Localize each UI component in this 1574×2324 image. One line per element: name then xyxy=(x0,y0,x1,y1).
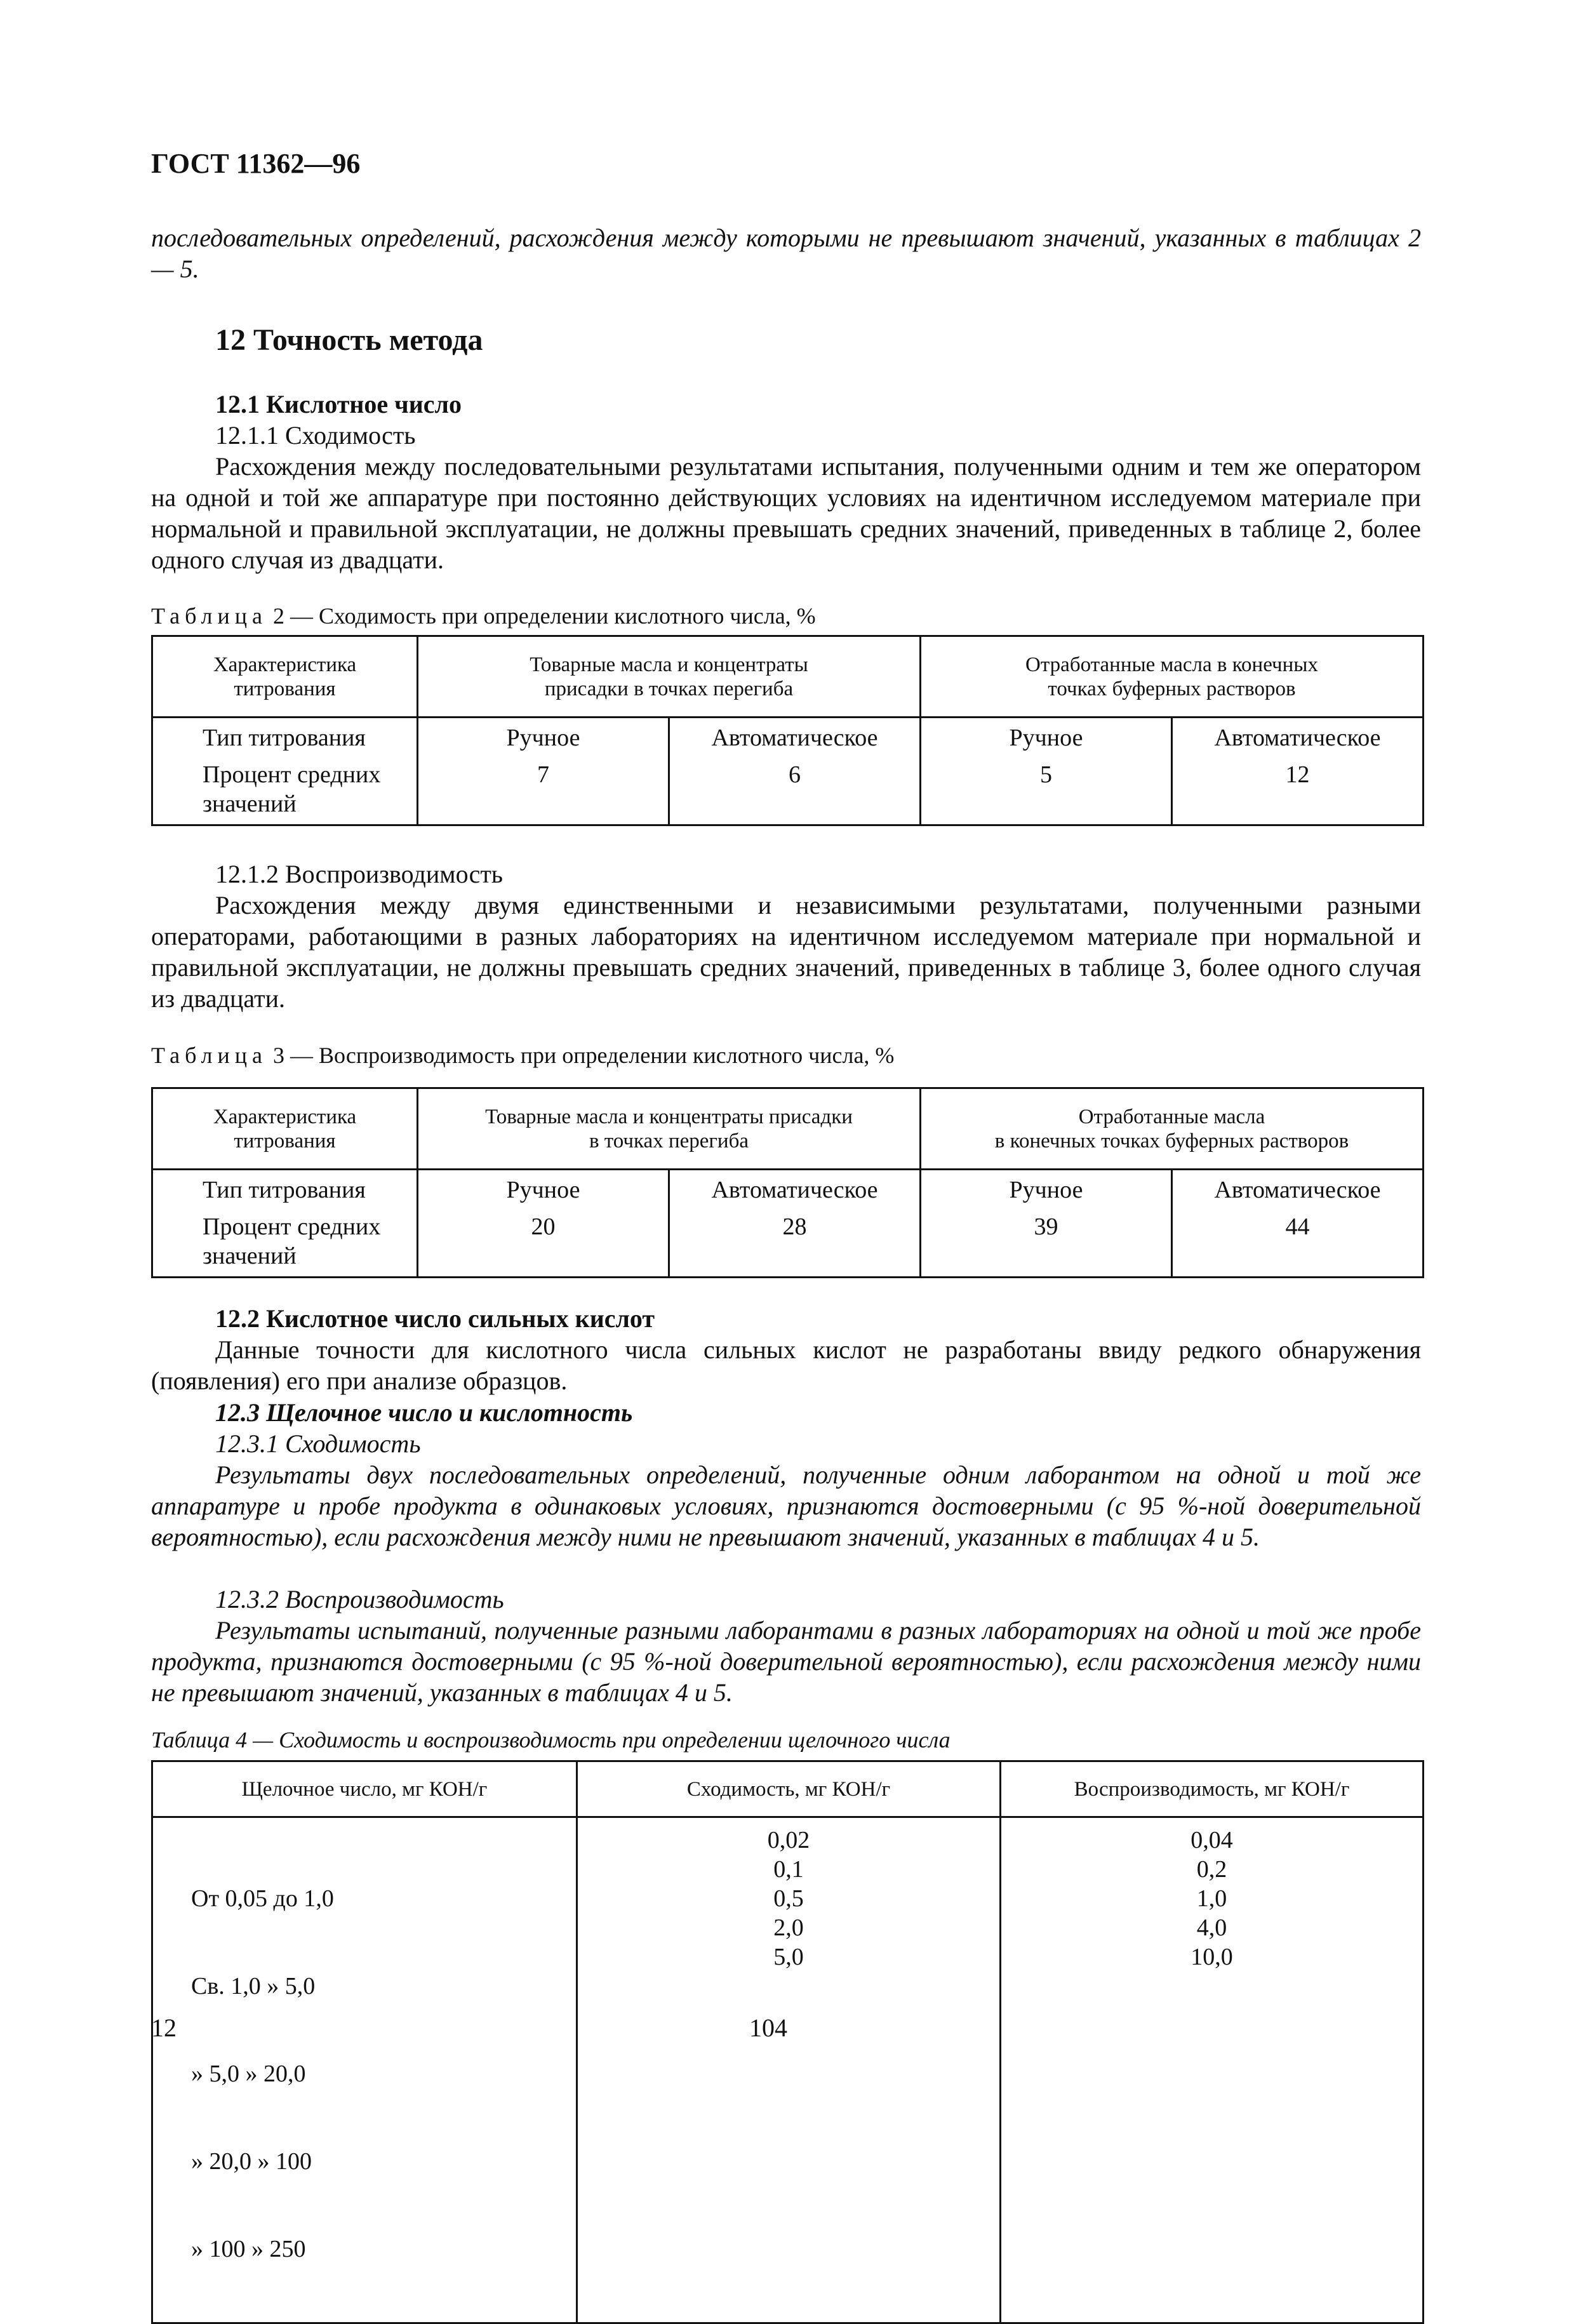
table2 xyxy=(151,635,1424,826)
intro-paragraph: последовательных определений, расхождения между которыми не превышают значений, указанных в таблицах 2 — 5. xyxy=(151,224,1421,283)
table3-cell: 20 xyxy=(418,1212,669,1277)
table4-value: 5,0 xyxy=(773,1944,804,1970)
table3-header-group1: Товарные масла и концентраты присадки в точках перегиба xyxy=(418,1088,921,1170)
table4-value: 1,0 xyxy=(1196,1885,1227,1912)
table2-cell: 6 xyxy=(669,760,921,825)
table2-cell: 5 xyxy=(921,760,1172,825)
table2-row-percent-label: Процент средних значений xyxy=(152,760,418,825)
section-12-3-title: 12.3 Щелочное число и кислотность xyxy=(215,1398,633,1427)
table3-row-type-label: Тип титрования xyxy=(152,1175,418,1212)
table2-caption-word: Таблица xyxy=(151,603,267,629)
table2-header-group1: Товарные масла и концентраты присадки в точках перегиба xyxy=(418,636,921,718)
table3-cell: 44 xyxy=(1172,1212,1424,1277)
table4-value: 4,0 xyxy=(1196,1914,1227,1941)
table3-header-characteristic: Характеристика титрования xyxy=(152,1088,418,1170)
table3-header-group2: Отработанные масла в конечных точках буферных растворов xyxy=(921,1088,1424,1170)
table4-value: 0,04 xyxy=(1191,1827,1233,1853)
section-12-3-2-title: 12.3.2 Воспроизводимость xyxy=(215,1585,504,1613)
table4-header-reproducibility: Воспроизводимость, мг КОН/г xyxy=(1001,1761,1424,1817)
document-code: ГОСТ 11362—96 xyxy=(151,148,361,179)
page-number-left: 12 xyxy=(151,2013,177,2042)
table4-value: 0,02 xyxy=(767,1827,810,1853)
table4-header-alkaline-number: Щелочное число, мг КОН/г xyxy=(152,1761,577,1817)
table4-value: 0,1 xyxy=(773,1856,804,1883)
table4-ranges-column xyxy=(152,1817,577,2323)
table4-range: » 100 » 250 xyxy=(191,2236,306,2262)
table4-range: » 20,0 » 100 xyxy=(191,2148,312,2175)
section-12-1-2-text: Расхождения между двумя единственными и независимыми результатами, полученными разными операторами, работающими в разных лабораториях на идентичном исследуемом материале при нормальной и правильной эксплуатации, не должны превышать средних значений, приведенных в таблице 3, более одного случая из двадцати. xyxy=(151,891,1421,1013)
table3-cell: 39 xyxy=(921,1212,1172,1277)
table3-cell: 28 xyxy=(669,1212,921,1277)
table3-caption-word: Таблица xyxy=(151,1043,267,1068)
table4-reproducibility-column xyxy=(1001,1817,1424,2323)
table2-cell: 12 xyxy=(1172,760,1424,825)
table4-range: Св. 1,0 » 5,0 xyxy=(191,1973,316,2000)
section-12-title: 12 Точность метода xyxy=(215,323,483,357)
section-12-3-1-text: Результаты двух последовательных определений, полученные одним лаборантом на одной и той же аппаратуре и пробе продукта в одинаковых условиях, признаются достоверными (с 95 %-ной доверительной вероятностью), если расхождения между ними не превышают значений, указанных в таблицах 4 и 5. xyxy=(151,1460,1421,1551)
table3-row-percent-label: Процент средних значений xyxy=(152,1212,418,1277)
table2-cell: Автоматическое xyxy=(669,723,921,760)
table4-value: 10,0 xyxy=(1191,1944,1233,1970)
table2-caption-rest: 2 — Сходимость при определении кислотного числа, % xyxy=(272,603,816,629)
table4 xyxy=(151,1760,1424,2324)
table4-repeatability-column xyxy=(577,1817,1001,2323)
table3-cell: Ручное xyxy=(418,1175,669,1212)
table4-value: 0,2 xyxy=(1196,1856,1227,1883)
table3-caption xyxy=(151,1041,894,1069)
section-12-1-2-title: 12.1.2 Воспроизводимость xyxy=(215,860,504,888)
section-12-3-2-text: Результаты испытаний, полученные разными лаборантами в разных лабораториях на одной и той же пробе продукта, признаются достоверными (с 95 %-ной доверительной вероятностью), если расхождения между ними не превышают значений, указанных в таблицах 4 и 5. xyxy=(151,1616,1421,1707)
table2-header-characteristic: Характеристика титрования xyxy=(152,636,418,718)
table2-caption xyxy=(151,602,816,630)
table4-range: От 0,05 до 1,0 xyxy=(191,1885,334,1912)
section-12-3-1-title: 12.3.1 Сходимость xyxy=(215,1429,421,1458)
table2-row-type-label: Тип титрования xyxy=(152,723,418,760)
table4-range: » 5,0 » 20,0 xyxy=(191,2060,306,2087)
table4-value: 0,5 xyxy=(773,1885,804,1912)
table4-caption: Таблица 4 — Сходимость и воспроизводимость при определении щелочного числа xyxy=(151,1727,950,1753)
section-12-2-text: Данные точности для кислотного числа сильных кислот не разработаны ввиду редкого обнаружения (появления) его при анализе образцов. xyxy=(151,1335,1421,1395)
section-12-1-1-title: 12.1.1 Сходимость xyxy=(215,421,416,450)
table2-cell: 7 xyxy=(418,760,669,825)
section-12-1-title: 12.1 Кислотное число xyxy=(215,390,462,418)
table2-header-group2: Отработанные масла в конечных точках буферных растворов xyxy=(921,636,1424,718)
section-12-2-title: 12.2 Кислотное число сильных кислот xyxy=(215,1304,655,1333)
section-12-1-1-text: Расхождения между последовательными результатами испытания, полученными одним и тем же оператором на одной и той же аппаратуре при постоянно действующих условиях на идентичном исследуемом материале при нормальной и правильной эксплуатации, не должны превышать средних значений, приведенных в таблице 2, более одного случая из двадцати. xyxy=(151,452,1421,574)
table2-cell: Автоматическое xyxy=(1172,723,1424,760)
table4-header-repeatability: Сходимость, мг КОН/г xyxy=(577,1761,1001,1817)
table3-cell: Ручное xyxy=(921,1175,1172,1212)
page-number-center: 104 xyxy=(749,2013,787,2042)
table4-value: 2,0 xyxy=(773,1914,804,1941)
table3 xyxy=(151,1087,1424,1278)
table3-cell: Автоматическое xyxy=(669,1175,921,1212)
table2-cell: Ручное xyxy=(921,723,1172,760)
table3-caption-rest: 3 — Воспроизводимость при определении кислотного числа, % xyxy=(272,1043,895,1068)
table3-cell: Автоматическое xyxy=(1172,1175,1424,1212)
table2-cell: Ручное xyxy=(418,723,669,760)
